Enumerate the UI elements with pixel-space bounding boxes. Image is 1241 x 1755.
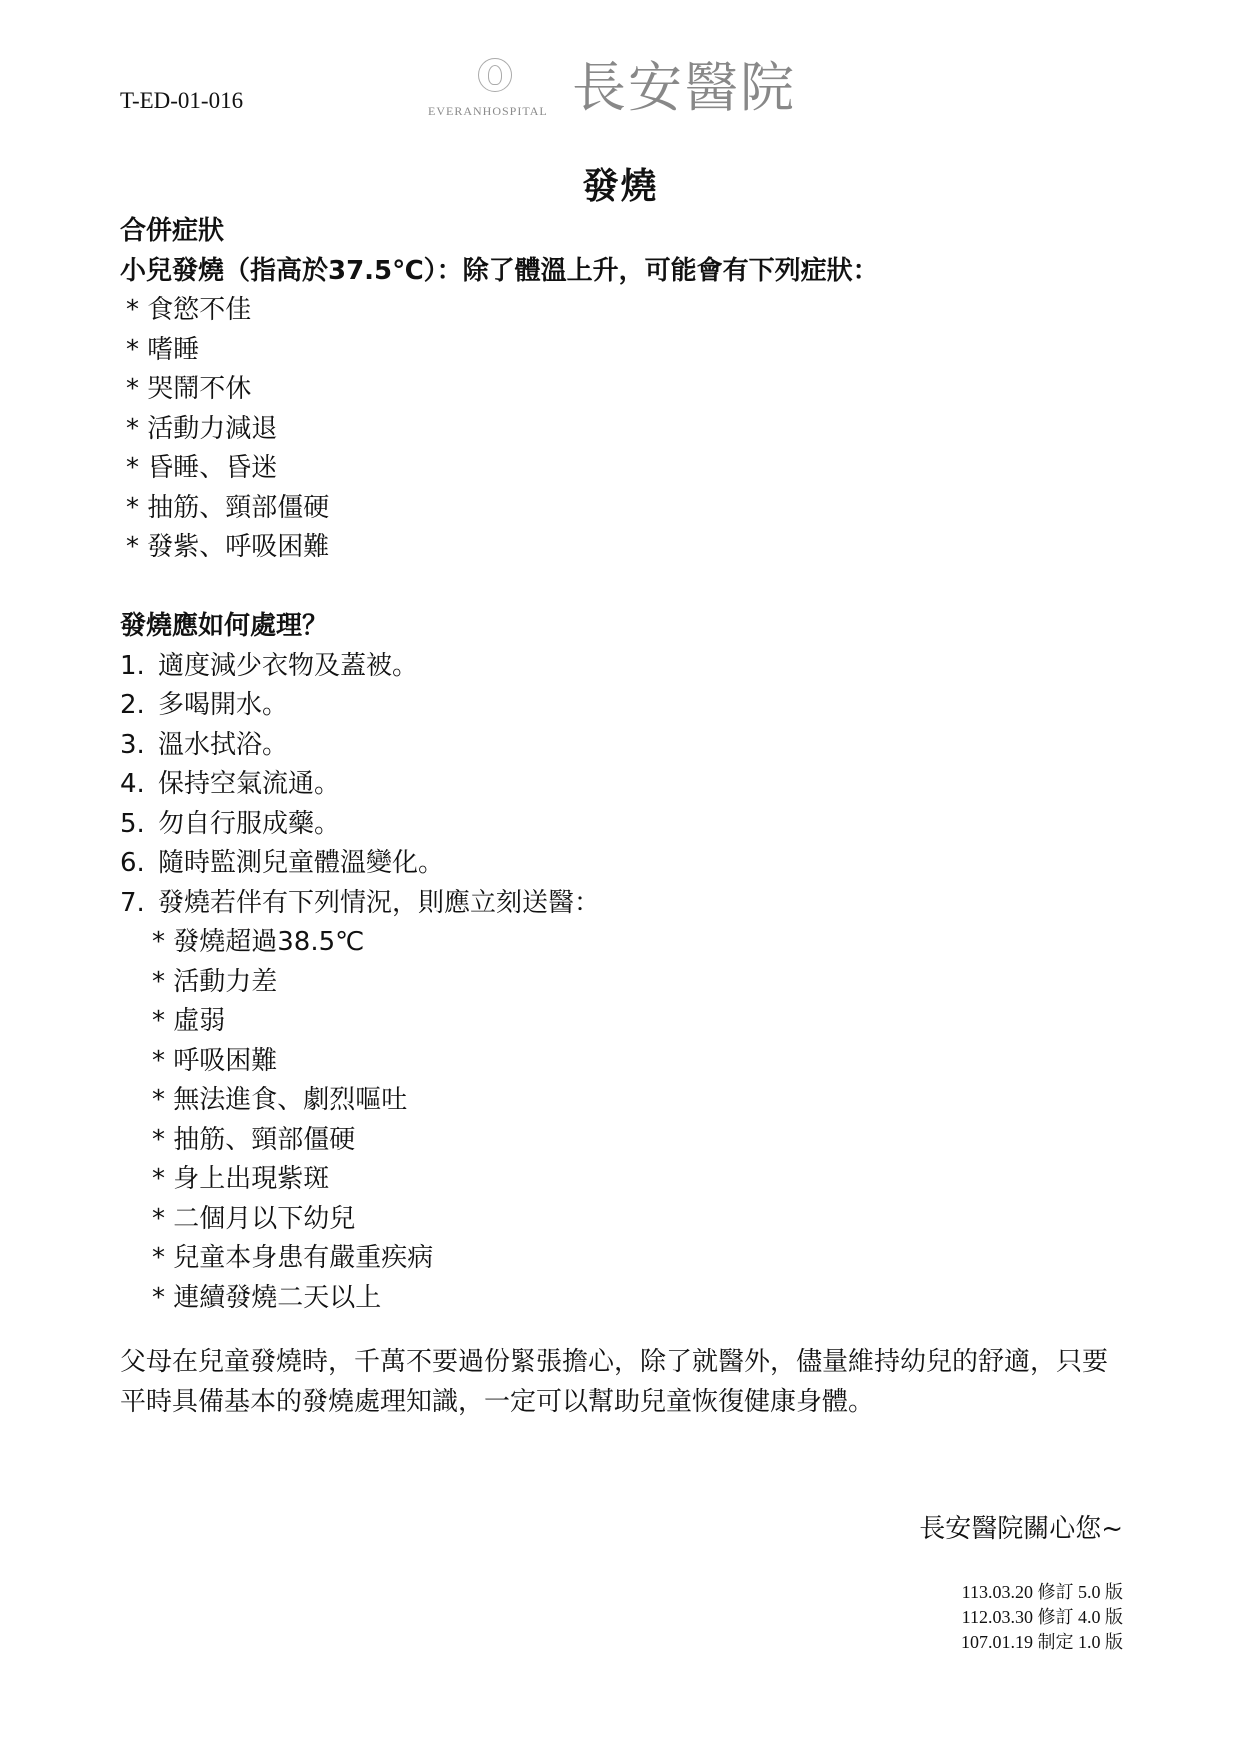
list-item: * 抽筋、頸部僵硬 xyxy=(126,492,330,523)
hospital-emblem-icon xyxy=(478,58,512,92)
step-number: 2. xyxy=(120,690,145,720)
list-item: * 發燒超過38.5℃ xyxy=(152,927,365,957)
list-item: * 兒童本身患有嚴重疾病 xyxy=(152,1243,434,1273)
step-number: 1. xyxy=(120,650,145,681)
list-item xyxy=(120,765,1130,805)
step-text: 隨時監測兒童體溫變化。 xyxy=(158,848,445,878)
list-item: * 嗜睡 xyxy=(126,334,200,365)
list-item: * 活動力減退 xyxy=(126,413,278,444)
closing-line: 長安醫院關心您~ xyxy=(919,1514,1123,1544)
list-item: * 哭鬧不休 xyxy=(126,374,252,404)
list-item xyxy=(120,686,1130,726)
step-number: 7. xyxy=(120,887,145,918)
list-item: * 呼吸困難 xyxy=(152,1045,278,1076)
list-item: * 無法進食、劇烈嘔吐 xyxy=(152,1085,408,1115)
list-item xyxy=(120,647,1130,687)
revision-entry: 107.01.19 制定 1.0 版 xyxy=(961,1632,1123,1652)
list-item xyxy=(120,805,1130,845)
step-number: 6. xyxy=(120,848,145,878)
list-item: * 活動力差 xyxy=(152,966,278,997)
logo-english-name: EVERANHOSPITAL xyxy=(428,104,548,118)
advice-paragraph: 父母在兒童發燒時，千萬不要過份緊張擔心，除了就醫外，儘量維持幼兒的舒適，只要平時具備基本的發燒處理知識，一定可以幫助兒童恢復健康身體。 xyxy=(120,1347,1109,1417)
step-text: 發燒若伴有下列情況，則應立刻送醫： xyxy=(158,887,601,918)
revision-entry: 113.03.20 修訂 5.0 版 xyxy=(961,1582,1123,1602)
list-item xyxy=(120,844,1130,884)
list-item: * 二個月以下幼兒 xyxy=(152,1203,356,1234)
list-item: * 虛弱 xyxy=(152,1006,226,1036)
section-heading-treatment: 發燒應如何處理？ xyxy=(120,611,329,641)
step-number: 5. xyxy=(120,808,145,839)
logo-chinese-name: 長安醫院 xyxy=(572,56,796,119)
section-heading-symptoms: 合併症狀 xyxy=(120,216,225,246)
step-text: 適度減少衣物及蓋被。 xyxy=(158,650,419,681)
document-code: T-ED-01-016 xyxy=(120,88,244,113)
list-item xyxy=(120,726,1130,766)
revision-history xyxy=(961,1580,1123,1655)
symptoms-intro: 小兒發燒（指高於37.5℃）：除了體溫上升，可能會有下列症狀： xyxy=(120,255,879,286)
document-body xyxy=(120,212,1130,1422)
list-item: * 昏睡、昏迷 xyxy=(126,453,278,483)
list-item: * 身上出現紫斑 xyxy=(152,1164,330,1194)
list-item xyxy=(120,884,1130,924)
step-number: 3. xyxy=(120,729,145,760)
list-item: * 連續發燒二天以上 xyxy=(152,1282,382,1313)
hospital-logo xyxy=(428,56,828,124)
page-title: 發燒 xyxy=(582,166,659,207)
list-item: * 發紫、呼吸困難 xyxy=(126,532,330,562)
step-text: 勿自行服成藥。 xyxy=(158,808,341,839)
step-text: 多喝開水。 xyxy=(158,690,289,720)
revision-entry: 112.03.30 修訂 4.0 版 xyxy=(961,1607,1123,1627)
list-item: * 抽筋、頸部僵硬 xyxy=(152,1124,356,1155)
step-number: 4. xyxy=(120,769,145,799)
step-text: 保持空氣流通。 xyxy=(158,769,341,799)
list-item: * 食慾不佳 xyxy=(126,295,252,325)
step-text: 溫水拭浴。 xyxy=(158,729,289,760)
